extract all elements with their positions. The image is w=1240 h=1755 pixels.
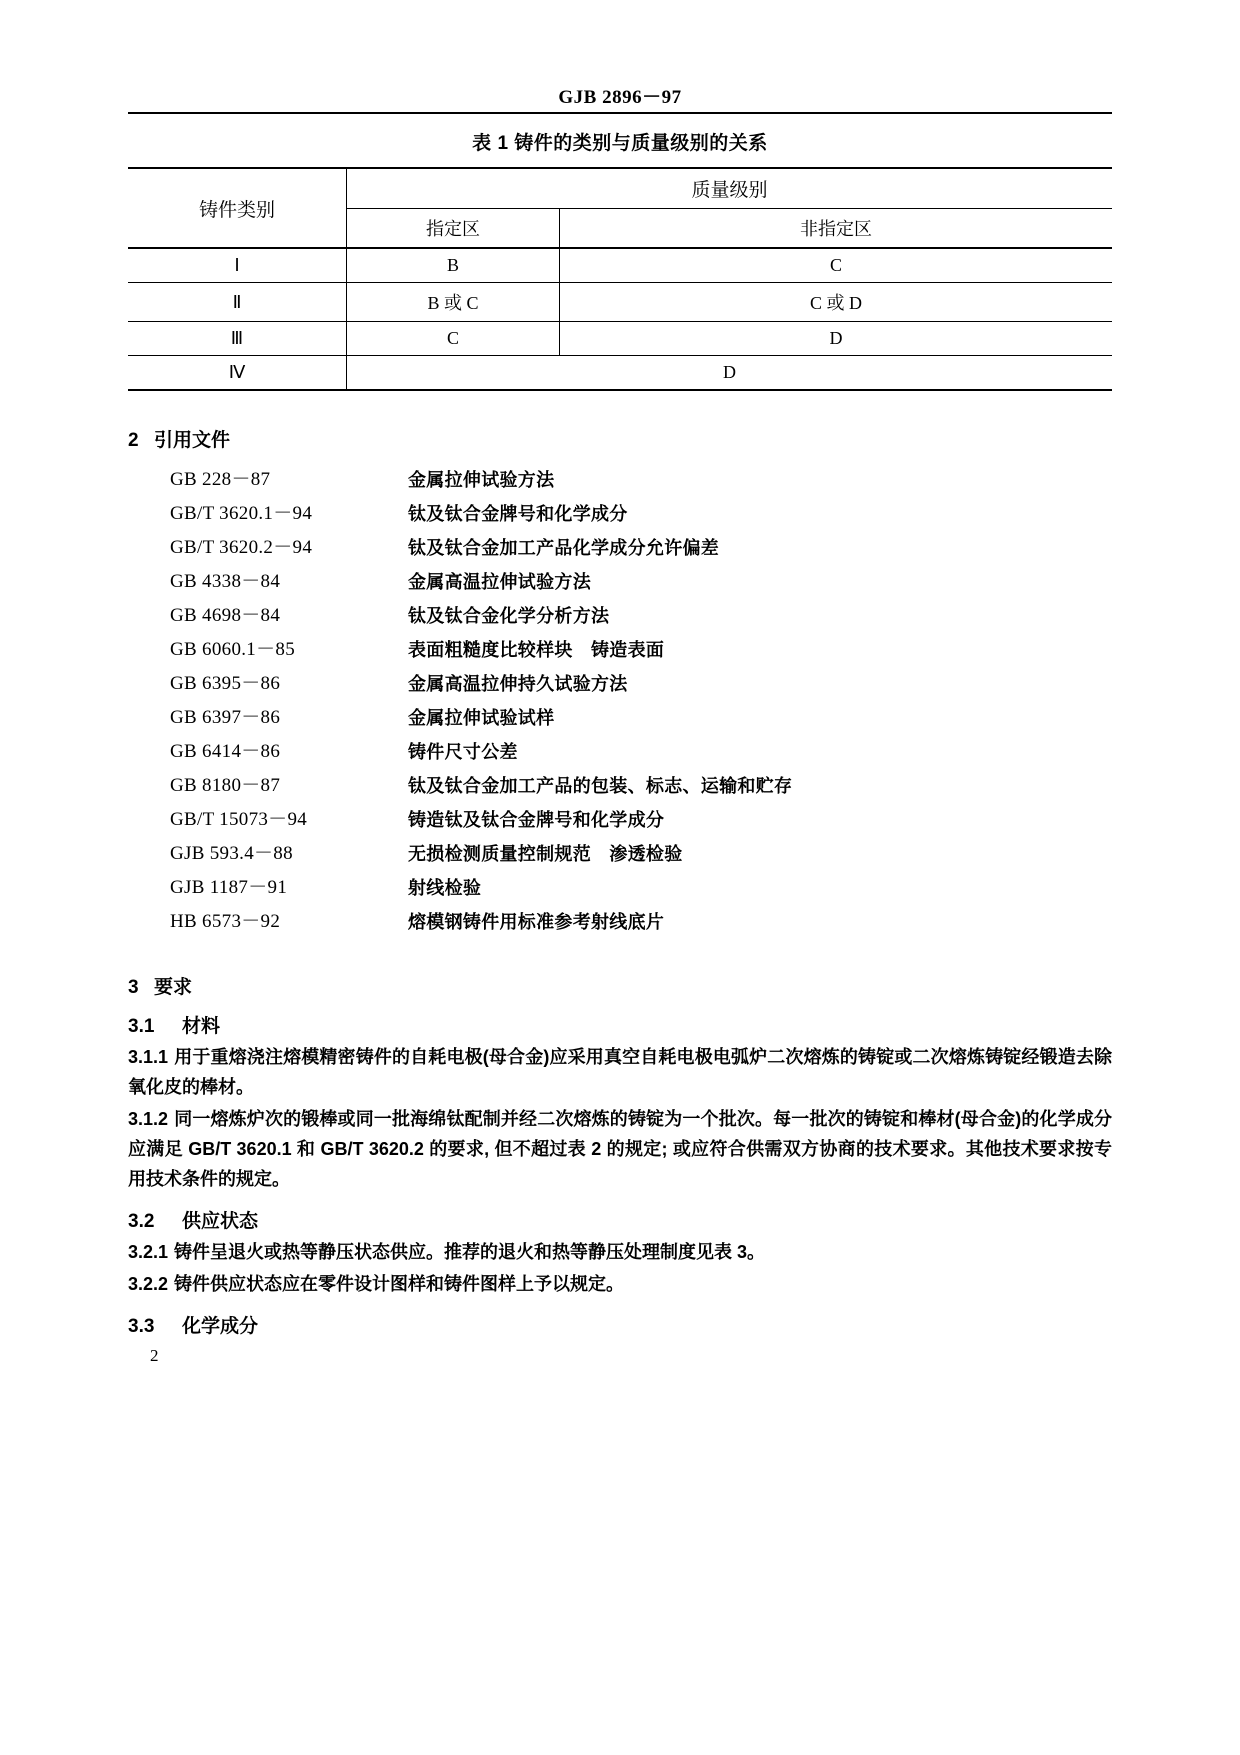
reference-title: 金属高温拉伸持久试验方法	[408, 674, 628, 694]
table1-cell-category: Ⅳ	[128, 356, 347, 391]
reference-title: 金属拉伸试验试样	[408, 708, 555, 728]
paragraph-3-1-2-text: 同一熔炼炉次的锻棒或同一批海绵钛配制并经二次熔炼的铸锭为一个批次。每一批次的铸锭和棒材(母合金)的化学成分应满足 GB/T 3620.1 和 GB/T 3620.2 的要求, 但不超过表 2 的规定; 或应符合供需双方协商的技术要求。其他技术要求按专用技术条件的规定。	[128, 1109, 1112, 1189]
reference-title: 钛及钛合金牌号和化学成分	[408, 504, 628, 524]
list-item	[170, 634, 1112, 666]
section-3-2-number: 3.2	[128, 1211, 155, 1232]
reference-code: GB 4698－84	[170, 605, 281, 626]
reference-title: 射线检验	[408, 878, 482, 898]
list-item	[170, 702, 1112, 734]
section-2-title: 引用文件	[154, 430, 231, 451]
section-3-2-title: 供应状态	[182, 1211, 259, 1232]
section-3-3-number: 3.3	[128, 1316, 155, 1337]
reference-title: 钛及钛合金加工产品化学成分允许偏差	[408, 538, 720, 558]
page-content	[128, 128, 1112, 1366]
reference-code: GJB 1187－91	[170, 877, 288, 898]
table1-cell-category: Ⅰ	[128, 248, 347, 283]
reference-title: 铸件尺寸公差	[408, 742, 518, 762]
table-row	[128, 248, 1112, 283]
table1-col-category: 铸件类别	[128, 168, 347, 248]
table1	[128, 167, 1112, 391]
section-3-1-heading	[128, 1011, 1112, 1038]
reference-title: 无损检测质量控制规范 渗透检验	[408, 844, 683, 864]
reference-title: 金属拉伸试验方法	[408, 470, 555, 490]
reference-title: 钛及钛合金化学分析方法	[408, 606, 610, 626]
table-row	[128, 168, 1112, 209]
section-2-number: 2	[128, 430, 139, 451]
table1-cell-category: Ⅱ	[128, 283, 347, 322]
table-row	[128, 322, 1112, 356]
reference-code: GB 6060.1－85	[170, 639, 295, 660]
table1-cell-merged: D	[347, 356, 1113, 391]
table1-sub-nondesignated: 非指定区	[560, 209, 1113, 249]
paragraph-3-1-1	[128, 1042, 1112, 1102]
list-item	[170, 770, 1112, 802]
table1-cell-designated: B 或 C	[347, 283, 560, 322]
list-item	[170, 498, 1112, 530]
page-number: 2	[150, 1346, 159, 1365]
reference-title: 熔模钢铸件用标准参考射线底片	[408, 912, 665, 932]
table1-cell-category: Ⅲ	[128, 322, 347, 356]
list-item	[170, 532, 1112, 564]
list-item	[170, 668, 1112, 700]
paragraph-3-2-2	[128, 1269, 1112, 1299]
section-3-1-number: 3.1	[128, 1016, 155, 1037]
reference-code: GB 6397－86	[170, 707, 281, 728]
page-header: GJB 2896－97	[558, 87, 682, 108]
reference-list	[170, 464, 1112, 938]
list-item	[170, 566, 1112, 598]
reference-code: GB 8180－87	[170, 775, 281, 796]
table-row	[128, 356, 1112, 391]
table1-cell-designated: B	[347, 248, 560, 283]
reference-code: GB/T 15073－94	[170, 809, 308, 830]
paragraph-3-2-1-text: 铸件呈退火或热等静压状态供应。推荐的退火和热等静压处理制度见表 3。	[174, 1242, 766, 1262]
table-row	[128, 283, 1112, 322]
section-3-2-heading	[128, 1206, 1112, 1233]
table1-cell-nondesignated: C	[560, 248, 1113, 283]
reference-code: GB/T 3620.2－94	[170, 537, 313, 558]
reference-title: 钛及钛合金加工产品的包装、标志、运输和贮存	[408, 776, 793, 796]
paragraph-3-1-2	[128, 1104, 1112, 1194]
list-item	[170, 838, 1112, 870]
reference-code: GB 4338－84	[170, 571, 281, 592]
reference-code: GB 228－87	[170, 469, 271, 490]
paragraph-3-1-1-label: 3.1.1	[128, 1047, 169, 1067]
paragraph-3-2-1	[128, 1237, 1112, 1267]
reference-title: 金属高温拉伸试验方法	[408, 572, 591, 592]
section-3-3-title: 化学成分	[182, 1316, 259, 1337]
reference-code: GB 6414－86	[170, 741, 281, 762]
list-item	[170, 804, 1112, 836]
table1-col-quality: 质量级别	[347, 168, 1113, 209]
paragraph-3-1-1-text: 用于重熔浇注熔模精密铸件的自耗电极(母合金)应采用真空自耗电极电弧炉二次熔炼的铸锭或二次熔炼铸锭经锻造去除氧化皮的棒材。	[128, 1047, 1112, 1097]
table1-cell-nondesignated: D	[560, 322, 1113, 356]
paragraph-3-2-2-label: 3.2.2	[128, 1274, 169, 1294]
header-divider	[128, 112, 1112, 114]
list-item	[170, 872, 1112, 904]
reference-code: GB 6395－86	[170, 673, 281, 694]
list-item	[170, 736, 1112, 768]
reference-title: 表面粗糙度比较样块 铸造表面	[408, 640, 665, 660]
section-3-number: 3	[128, 977, 139, 998]
list-item	[170, 906, 1112, 938]
reference-code: GJB 593.4－88	[170, 843, 293, 864]
paragraph-3-2-2-text: 铸件供应状态应在零件设计图样和铸件图样上予以规定。	[174, 1274, 625, 1294]
paragraph-3-1-2-label: 3.1.2	[128, 1109, 169, 1129]
table1-sub-designated: 指定区	[347, 209, 560, 249]
reference-code: HB 6573－92	[170, 911, 281, 932]
list-item	[170, 464, 1112, 496]
table1-caption: 表 1 铸件的类别与质量级别的关系	[472, 133, 768, 154]
section-3-1-title: 材料	[182, 1016, 221, 1037]
list-item	[170, 600, 1112, 632]
section-3-title: 要求	[154, 977, 193, 998]
section-3-3-heading	[128, 1311, 1112, 1338]
reference-title: 铸造钛及钛合金牌号和化学成分	[408, 810, 665, 830]
paragraph-3-2-1-label: 3.2.1	[128, 1242, 169, 1262]
table1-cell-nondesignated: C 或 D	[560, 283, 1113, 322]
section-2-heading	[128, 425, 1112, 452]
reference-code: GB/T 3620.1－94	[170, 503, 313, 524]
table1-cell-designated: C	[347, 322, 560, 356]
section-3-heading	[128, 972, 1112, 999]
